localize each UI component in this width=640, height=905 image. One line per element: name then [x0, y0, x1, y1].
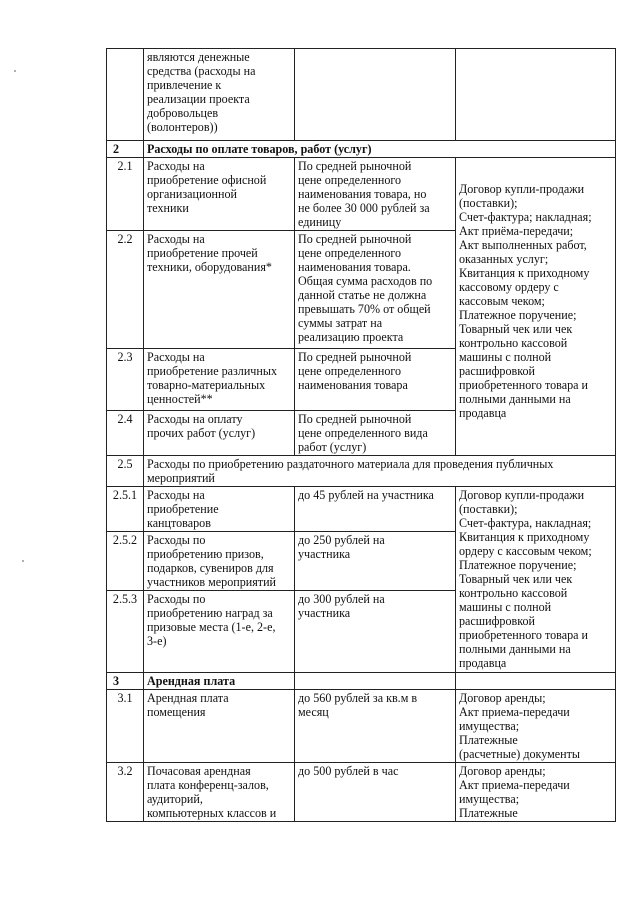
expense-name: Почасовая арендная плата конференц-залов, аудиторий, компьютерных классов и — [144, 763, 295, 822]
expense-name: Арендная плата помещения — [144, 690, 295, 763]
expense-name: Расходы на приобретение различных товарно-материальных ценностей** — [144, 349, 295, 411]
empty-cell — [295, 673, 456, 690]
supporting-documents — [456, 49, 616, 141]
row-number: 2.5 — [107, 456, 144, 487]
row-number: 2.4 — [107, 411, 144, 456]
empty-cell — [456, 673, 616, 690]
expense-norm: до 250 рублей на участника — [295, 532, 456, 591]
row-number: 2.5.1 — [107, 487, 144, 532]
scan-speck — [14, 70, 16, 72]
expense-norm: По средней рыночной цене определенного наименования товара — [295, 349, 456, 411]
expense-name: Расходы на приобретение прочей техники, оборудования* — [144, 231, 295, 349]
supporting-documents: Договор купли-продажи (поставки); Счет-фактура, накладная; Квитанция к приходному ордеру с кассовым чеком; Платежное поручение; Товарный чек или чек контрольно кассовой машины с полной расшифровкой приобретенного товара и полными данными на продавца — [456, 487, 616, 673]
expense-norm: до 500 рублей в час — [295, 763, 456, 822]
row-number: 3.1 — [107, 690, 144, 763]
scan-speck — [22, 560, 24, 562]
table-row — [107, 158, 616, 231]
expense-norms-table — [106, 48, 616, 822]
subsection-title: Расходы по приобретению раздаточного материала для проведения публичных мероприятий — [144, 456, 616, 487]
section-number: 2 — [107, 141, 144, 158]
expense-name: Расходы на приобретение офисной организационной техники — [144, 158, 295, 231]
expense-name: являются денежные средства (расходы на привлечение к реализации проекта добровольцев (волонтеров)) — [144, 49, 295, 141]
table-row — [107, 763, 616, 822]
expense-norm — [295, 49, 456, 141]
row-number: 2.5.3 — [107, 591, 144, 673]
expense-norm: По средней рыночной цене определенного наименования товара. Общая сумма расходов по данной статье не должна превышать 70% от общей суммы затрат на реализацию проекта — [295, 231, 456, 349]
supporting-documents: Договор аренды; Акт приема-передачи имущества; Платежные (расчетные) документы — [456, 690, 616, 763]
section-number: 3 — [107, 673, 144, 690]
row-number: 2.1 — [107, 158, 144, 231]
row-number — [107, 49, 144, 141]
table-row — [107, 49, 616, 141]
row-number: 2.5.2 — [107, 532, 144, 591]
subsection-header-row — [107, 456, 616, 487]
row-number: 3.2 — [107, 763, 144, 822]
expense-norm: до 45 рублей на участника — [295, 487, 456, 532]
expense-norm: до 300 рублей на участника — [295, 591, 456, 673]
section-header-row — [107, 673, 616, 690]
expense-norm: По средней рыночной цене определенного вида работ (услуг) — [295, 411, 456, 456]
expense-name: Расходы по приобретению призов, подарков, сувениров для участников мероприятий — [144, 532, 295, 591]
expense-norm: до 560 рублей за кв.м в месяц — [295, 690, 456, 763]
supporting-documents: Договор купли-продажи (поставки); Счет-фактура; накладная; Акт приёма-передачи; Акт выполненных работ, оказанных услуг; Квитанция к приходному кассовому ордеру с кассовым чеком; Платежное поручение; Товарный чек или чек контрольно кассовой машины с полной расшифровкой приобретенного товара и полными данными на продавца — [456, 158, 616, 456]
expense-name: Расходы на приобретение канцтоваров — [144, 487, 295, 532]
section-title: Расходы по оплате товаров, работ (услуг) — [144, 141, 616, 158]
row-number: 2.3 — [107, 349, 144, 411]
table-row — [107, 487, 616, 532]
expense-name: Расходы по приобретению наград за призовые места (1-е, 2-е, 3-е) — [144, 591, 295, 673]
supporting-documents: Договор аренды; Акт приема-передачи имущества; Платежные — [456, 763, 616, 822]
expense-name: Расходы на оплату прочих работ (услуг) — [144, 411, 295, 456]
row-number: 2.2 — [107, 231, 144, 349]
table-row — [107, 690, 616, 763]
section-header-row — [107, 141, 616, 158]
section-title: Арендная плата — [144, 673, 295, 690]
expense-norm: По средней рыночной цене определенного наименования товара, но не более 30 000 рублей за единицу — [295, 158, 456, 231]
